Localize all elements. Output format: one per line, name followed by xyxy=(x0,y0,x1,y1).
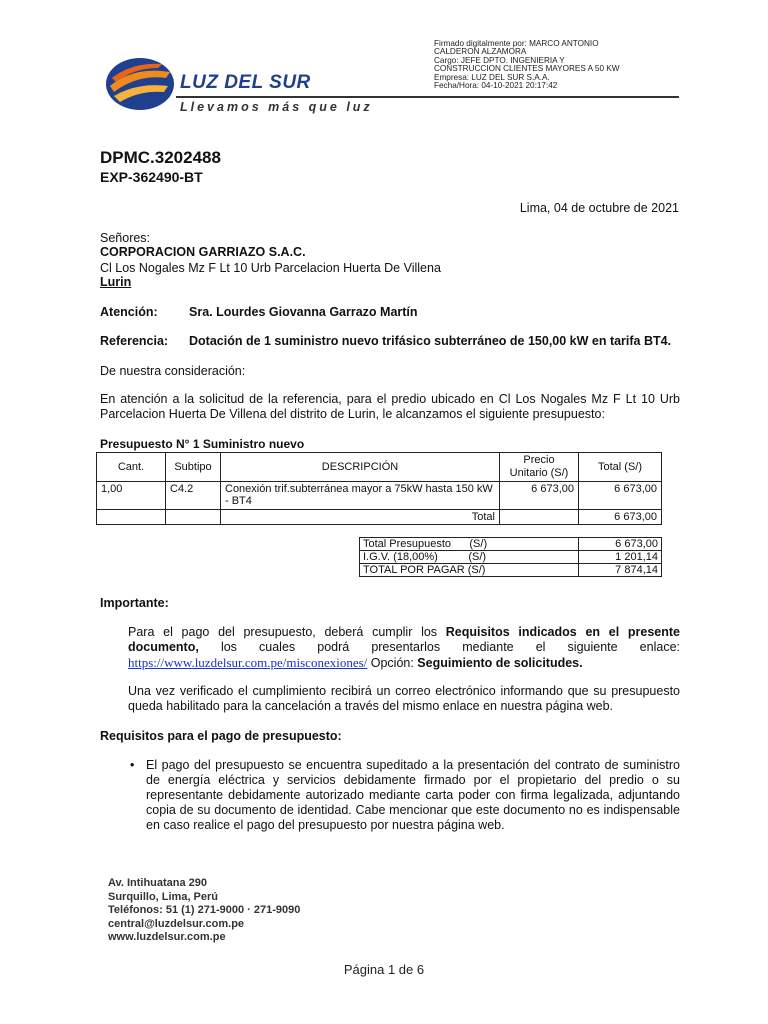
summary-value: 6 673,00 xyxy=(578,538,661,551)
footer-line: Surquillo, Lima, Perú xyxy=(108,890,219,903)
signature-line: Fecha/Hora: 04-10-2021 20:17:42 xyxy=(434,81,558,91)
summary-table xyxy=(359,537,662,577)
logo-slogan: Llevamos más que luz xyxy=(180,100,373,114)
budget-table xyxy=(96,452,662,525)
table-row xyxy=(97,482,662,510)
footer-line: Av. Intihuatana 290 xyxy=(108,877,208,889)
header-descripcion: DESCRIPCIÓN xyxy=(221,453,500,482)
header-cant: Cant. xyxy=(97,453,166,482)
intro-paragraph: En atención a la solicitud de la referencia, para el predio ubicado en Cl Los Nogales Mz F Lt 10 Urb Parcelacion Huerta De Villena del distrito de Lurin, le alcanzamos el siguiente presupuesto: xyxy=(100,392,680,421)
text-bold: Seguimiento de solicitudes. xyxy=(417,656,583,670)
footer-website: www.luzdelsur.com.pe xyxy=(108,931,226,944)
greeting: De nuestra consideración: xyxy=(100,364,246,378)
total-label: Total xyxy=(221,510,500,525)
signature-line: Firmado digitalmente por: MARCO ANTONIO xyxy=(434,39,599,48)
signature-line: Empresa: LUZ DEL SUR S.A.A. xyxy=(434,72,550,82)
logo-wordmark: LUZ DEL SUR xyxy=(180,72,311,93)
cell-subtipo: C4.2 xyxy=(166,482,221,510)
budget-title: Presupuesto N° 1 Suministro nuevo xyxy=(100,437,305,451)
cell-descripcion: Conexión trif.subterránea mayor a 75kW hasta 150 kW - BT4 xyxy=(221,482,500,510)
summary-value: 7 874,14 xyxy=(578,564,661,577)
digital-signature xyxy=(434,40,634,90)
cell-cant: 1,00 xyxy=(97,482,166,510)
recipient-address: Cl Los Nogales Mz F Lt 10 Urb Parcelacion Huerta De Villena xyxy=(100,261,441,275)
table-row xyxy=(97,510,662,525)
header-precio: Precio Unitario (S/) xyxy=(500,453,579,482)
summary-label: I.G.V. (18,00%) (S/) xyxy=(360,551,579,564)
recipient-company: CORPORACION GARRIAZO S.A.C. xyxy=(100,245,306,259)
page-number: Página 1 de 6 xyxy=(343,962,425,977)
total-value: 6 673,00 xyxy=(579,510,662,525)
text: los cuales podrá presentarlos mediante el siguiente enlace: xyxy=(198,640,680,654)
company-address xyxy=(108,877,300,945)
header-subtipo: Subtipo xyxy=(166,453,221,482)
summary-label: Total Presupuesto (S/) xyxy=(360,538,579,551)
signature-line: Cargo: JEFE DPTO. INGENIERIA Y xyxy=(434,55,565,65)
summary-label: TOTAL POR PAGAR (S/) xyxy=(360,564,579,577)
footer-line: Teléfonos: 51 (1) 271-9000 · 271-9090 xyxy=(108,904,301,917)
text: Opción: xyxy=(367,656,418,670)
luz-del-sur-logo-icon xyxy=(104,56,176,112)
letter-date: Lima, 04 de octubre de 2021 xyxy=(519,201,679,215)
footer-email: central@luzdelsur.com.pe xyxy=(108,917,245,930)
text-bold: Requisitos indicados en el presente documento, xyxy=(128,625,680,654)
summary-value: 1 201,14 xyxy=(578,551,661,564)
requirements-title: Requisitos para el pago de presupuesto: xyxy=(100,729,342,743)
attention-label: Atención: xyxy=(100,305,158,319)
reference-value: Dotación de 1 suministro nuevo trifásico subterráneo de 150,00 kW en tarifa BT4. xyxy=(189,334,672,348)
signature-line: CONSTRUCCION CLIENTES MAYORES A 50 KW xyxy=(434,64,620,74)
reference-label: Referencia: xyxy=(100,334,169,348)
signature-line: CALDERON ALZAMORA xyxy=(434,47,527,57)
attention-value: Sra. Lourdes Giovanna Garrazo Martín xyxy=(189,305,418,319)
salutation: Señores: xyxy=(100,231,151,245)
header-divider xyxy=(176,96,679,98)
text: Para el pago del presupuesto, deberá cumplir los xyxy=(128,625,446,639)
requirement-item: El pago del presupuesto se encuentra supeditado a la presentación del contrato de suministro de energía eléctrica y servicios debidamente firmado por el propietario del predio o su representante debidamente autorizado mediante carta poder con firma legalizada, adjuntando copia de su documento de identidad. Cabe mencionar que este documento no es indispensable en caso realice el pago del presupuesto por nuestra página web. xyxy=(146,758,680,832)
verification-paragraph: Una vez verificado el cumplimiento recibirá un correo electrónico informando que su presupuesto queda habilitado para la cancelación a través del mismo enlace en nuestra página web. xyxy=(128,684,680,713)
cell-precio: 6 673,00 xyxy=(500,482,579,510)
bullet-icon: • xyxy=(130,758,135,772)
document-code: DPMC.3202488 xyxy=(100,148,221,167)
recipient-district: Lurin xyxy=(100,275,132,289)
important-paragraph xyxy=(128,625,680,671)
cell-total: 6 673,00 xyxy=(579,482,662,510)
misconexiones-link[interactable]: https://www.luzdelsur.com.pe/misconexiones/ xyxy=(128,655,368,670)
header-total: Total (S/) xyxy=(579,453,662,482)
expedient-code: EXP-362490-BT xyxy=(100,169,203,185)
important-title: Importante: xyxy=(100,596,169,610)
